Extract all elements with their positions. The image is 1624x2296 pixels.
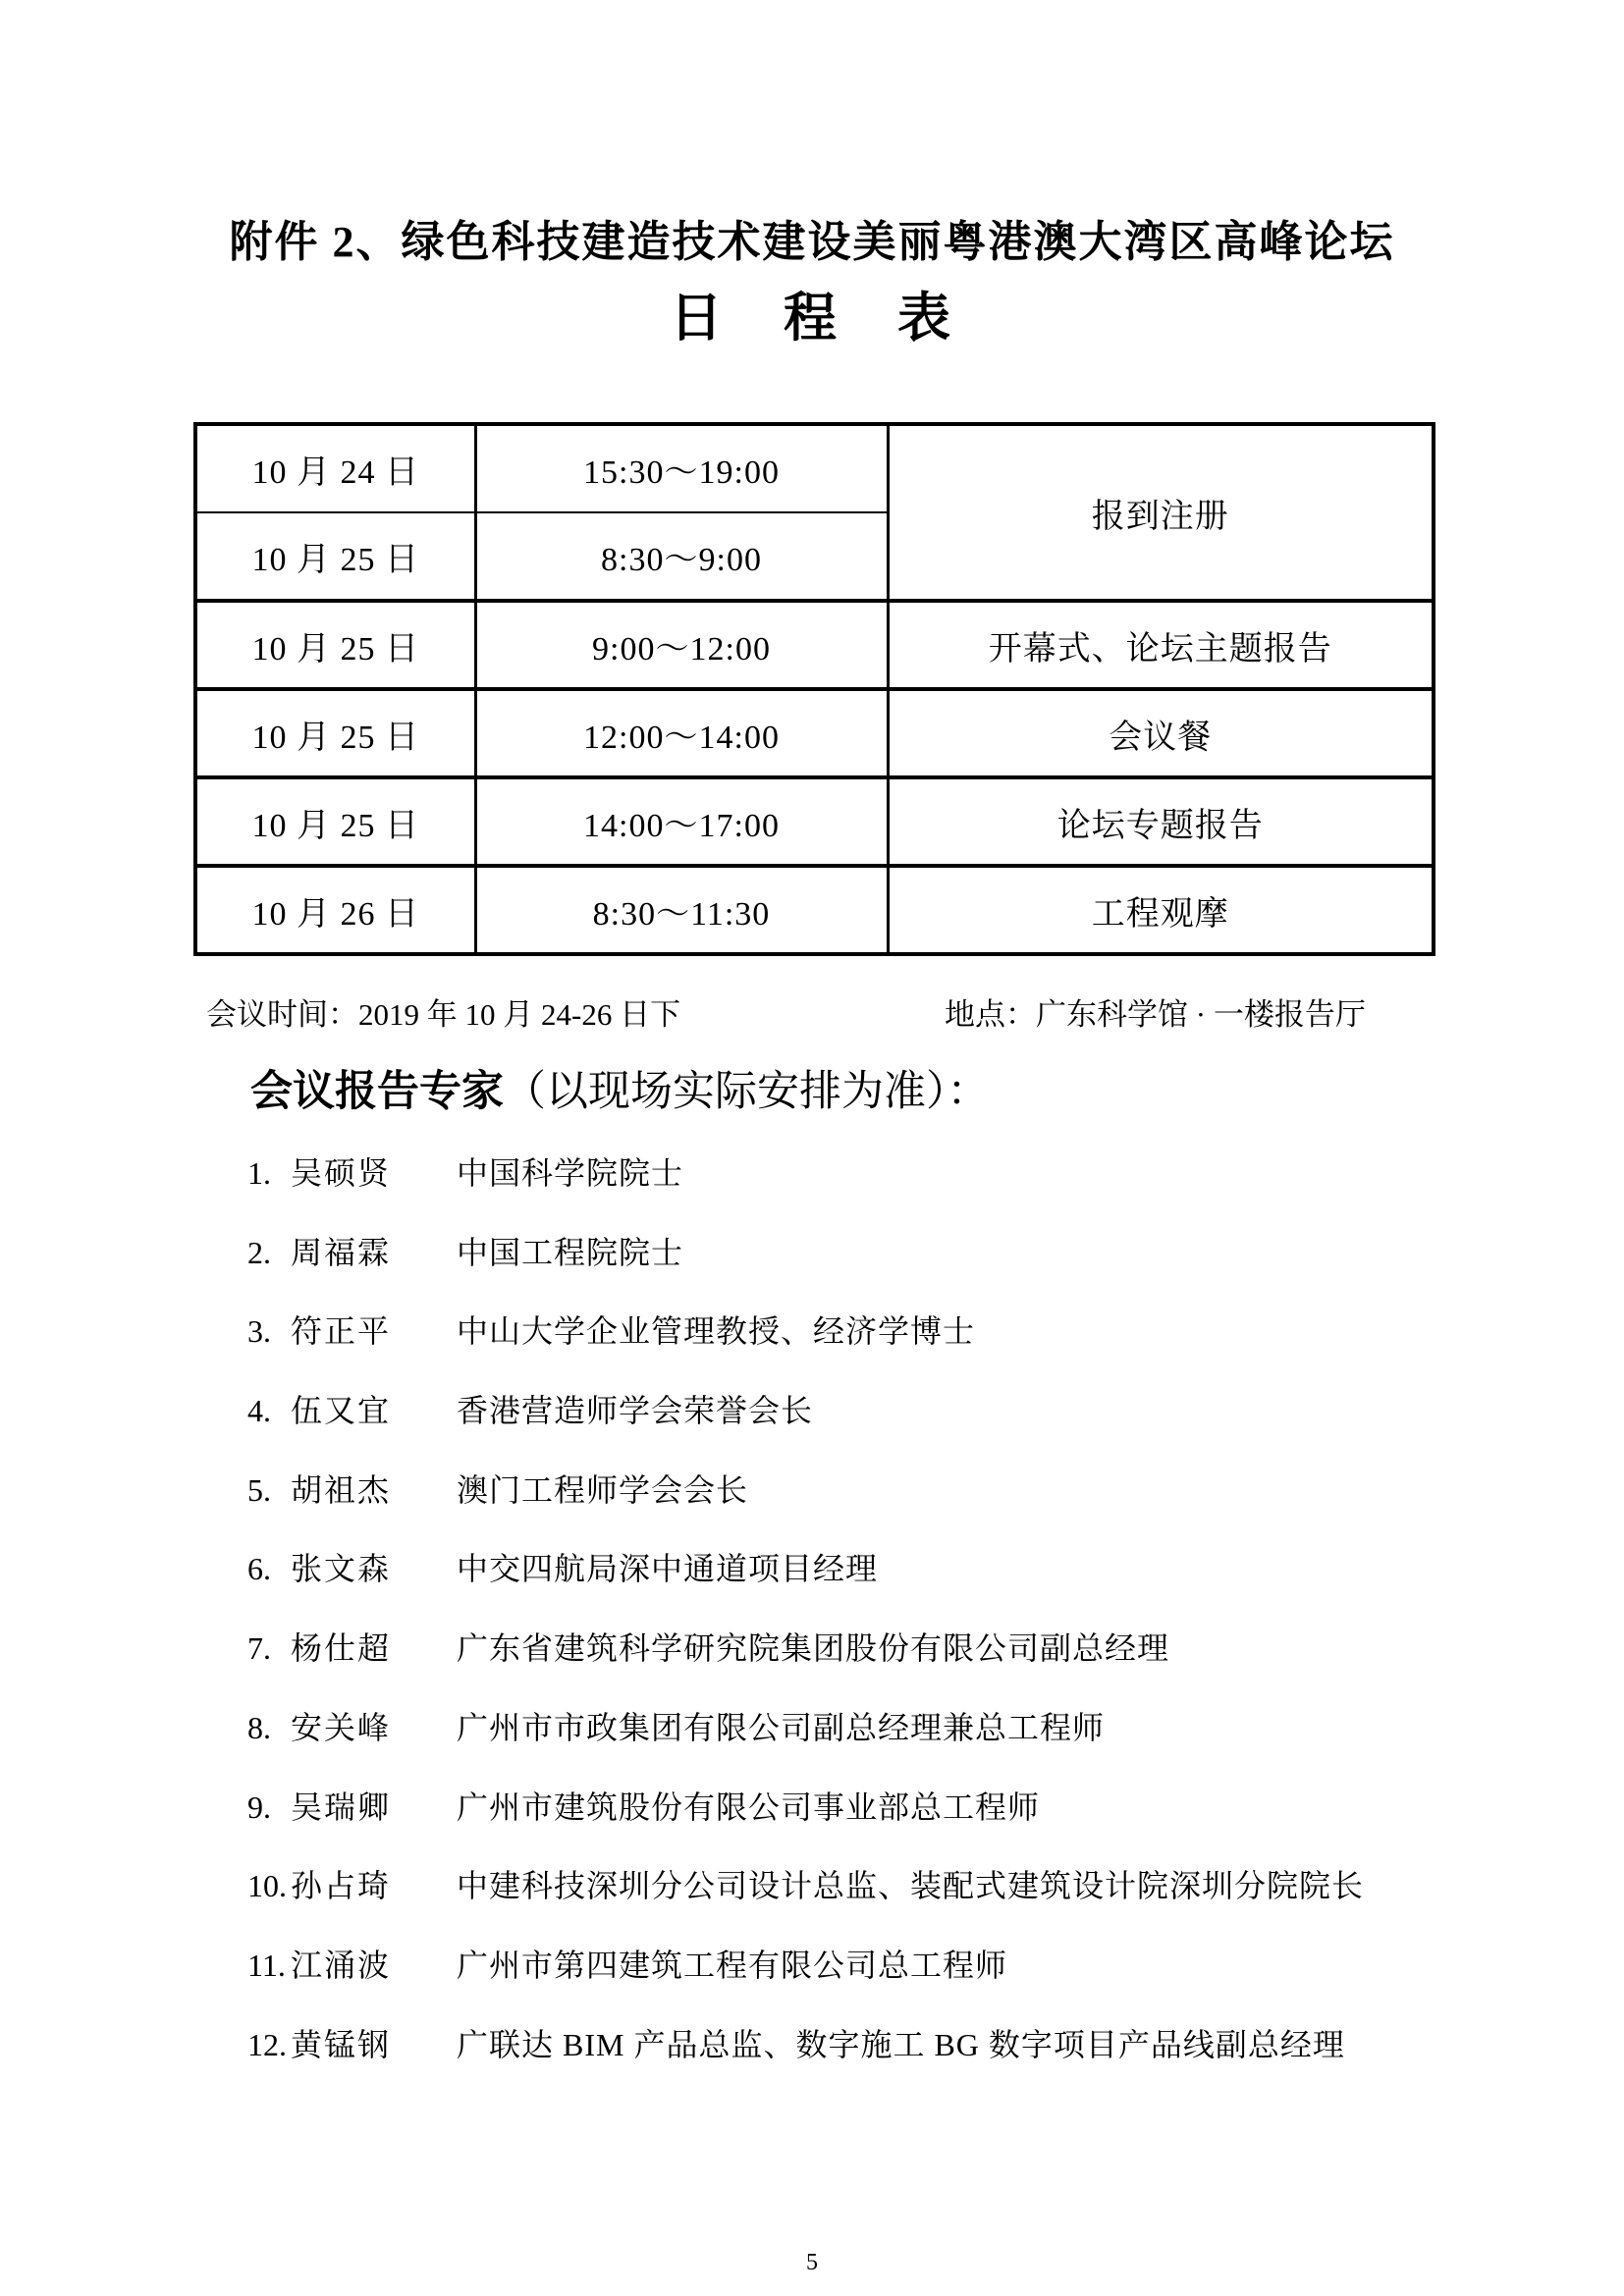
- expert-name: 胡祖杰: [291, 1471, 392, 1508]
- expert-name: 孙占琦: [291, 1868, 392, 1904]
- expert-id: [247, 1631, 457, 1666]
- schedule-cell-date: 10 月 25 日: [195, 689, 475, 777]
- expert-list-item: [247, 1869, 1504, 1903]
- expert-name: 吴瑞卿: [291, 1789, 392, 1825]
- expert-title: 广东省建筑科学研究院集团股份有限公司副总经理: [457, 1630, 1170, 1667]
- schedule-cell-time: 9:00～12:00: [475, 601, 888, 689]
- expert-id: [247, 1869, 457, 1903]
- schedule-cell-time: 8:30～9:00: [475, 512, 888, 601]
- expert-list-item: [247, 2028, 1504, 2062]
- schedule-row: [195, 601, 1434, 689]
- expert-name: 江涌波: [291, 1947, 392, 1983]
- expert-list-item: [247, 1711, 1504, 1745]
- expert-name: 符正平: [291, 1313, 392, 1350]
- expert-title: 澳门工程师学会会长: [457, 1471, 749, 1508]
- expert-number: 5.: [247, 1471, 271, 1508]
- expert-id: [247, 1711, 457, 1745]
- expert-list-item: [247, 1236, 1504, 1270]
- attachment-title: 附件 2、绿色科技建造技术建设美丽粤港澳大湾区高峰论坛: [229, 218, 1395, 266]
- schedule-cell-time: 14:00～17:00: [475, 777, 888, 866]
- experts-heading-main: 会议报告专家: [250, 1069, 504, 1115]
- expert-title: 中国工程院院士: [457, 1234, 684, 1270]
- expert-number: 3.: [247, 1313, 271, 1350]
- expert-name: 吴硕贤: [291, 1155, 392, 1191]
- expert-title: 广州市建筑股份有限公司事业部总工程师: [457, 1789, 1041, 1825]
- expert-name: 张文森: [291, 1551, 392, 1587]
- expert-list-item: [247, 1473, 1504, 1508]
- expert-list-item: [247, 1790, 1504, 1825]
- expert-number: 7.: [247, 1630, 271, 1667]
- expert-number: 9.: [247, 1789, 271, 1825]
- expert-list-item: [247, 1394, 1504, 1428]
- expert-id: [247, 1473, 457, 1508]
- expert-id: [247, 1394, 457, 1428]
- schedule-cell-activity: 论坛专题报告: [888, 777, 1434, 866]
- expert-title: 香港营造师学会荣誉会长: [457, 1393, 814, 1429]
- expert-number: 11.: [247, 1947, 286, 1983]
- expert-list-item: [247, 1949, 1504, 1983]
- expert-number: 4.: [247, 1393, 271, 1429]
- expert-title: 广州市市政集团有限公司副总经理兼总工程师: [457, 1709, 1106, 1745]
- expert-name: 周福霖: [291, 1234, 392, 1270]
- schedule-cell-activity: 报到注册: [888, 424, 1434, 601]
- schedule-cell-time: 8:30～11:30: [475, 866, 888, 954]
- expert-list-item: [247, 1314, 1504, 1349]
- schedule-cell-date: 10 月 26 日: [195, 866, 475, 954]
- expert-title: 中山大学企业管理教授、经济学博士: [457, 1313, 976, 1350]
- expert-name: 黄锰钢: [291, 2026, 392, 2062]
- expert-name: 杨仕超: [291, 1630, 392, 1667]
- expert-number: 2.: [247, 1234, 271, 1270]
- expert-id: [247, 1790, 457, 1825]
- schedule-row: [195, 866, 1434, 954]
- experts-list: [247, 1156, 1504, 2107]
- expert-list-item: [247, 1631, 1504, 1666]
- expert-number: 1.: [247, 1155, 271, 1191]
- experts-heading-note: （以现场实际安排为准）：: [504, 1069, 990, 1115]
- schedule-cell-date: 10 月 25 日: [195, 777, 475, 866]
- schedule-cell-date: 10 月 25 日: [195, 512, 475, 601]
- expert-list-item: [247, 1156, 1504, 1191]
- schedule-title: 日 程 表: [670, 289, 954, 347]
- schedule-cell-time: 15:30～19:00: [475, 424, 888, 512]
- schedule-cell-date: 10 月 25 日: [195, 601, 475, 689]
- meeting-time-text: 会议时间：2019 年 10 月 24-26 日下: [206, 997, 681, 1032]
- expert-id: [247, 1314, 457, 1349]
- expert-id: [247, 1236, 457, 1270]
- expert-id: [247, 1552, 457, 1586]
- expert-id: [247, 1949, 457, 1983]
- expert-title: 广联达 BIM 产品总监、数字施工 BG 数字项目产品线副总经理: [457, 2026, 1345, 2062]
- schedule-table-body: [195, 424, 1434, 954]
- schedule-cell-time: 12:00～14:00: [475, 689, 888, 777]
- expert-title: 广州市第四建筑工程有限公司总工程师: [457, 1947, 1008, 1983]
- schedule-table: [193, 422, 1435, 956]
- schedule-cell-date: 10 月 24 日: [195, 424, 475, 512]
- expert-name: 伍又宜: [291, 1393, 392, 1429]
- expert-number: 12.: [247, 2026, 287, 2062]
- schedule-cell-activity: 会议餐: [888, 689, 1434, 777]
- expert-title: 中交四航局深中通道项目经理: [457, 1551, 879, 1587]
- expert-id: [247, 1156, 457, 1191]
- expert-title: 中建科技深圳分公司设计总监、装配式建筑设计院深圳分院院长: [457, 1868, 1365, 1904]
- schedule-cell-activity: 开幕式、论坛主题报告: [888, 601, 1434, 689]
- schedule-row: [195, 424, 1434, 512]
- expert-number: 8.: [247, 1709, 271, 1745]
- expert-name: 安关峰: [291, 1709, 392, 1745]
- meeting-location-text: 地点：广东科学馆 · 一楼报告厅: [945, 997, 1366, 1032]
- schedule-row: [195, 777, 1434, 866]
- expert-number: 10.: [247, 1868, 287, 1904]
- expert-number: 6.: [247, 1551, 271, 1587]
- page-number: 5: [806, 2250, 818, 2275]
- schedule-cell-activity: 工程观摩: [888, 866, 1434, 954]
- experts-heading: [250, 1058, 990, 1118]
- expert-list-item: [247, 1552, 1504, 1586]
- expert-id: [247, 2028, 457, 2062]
- expert-title: 中国科学院院士: [457, 1155, 684, 1191]
- schedule-row: [195, 689, 1434, 777]
